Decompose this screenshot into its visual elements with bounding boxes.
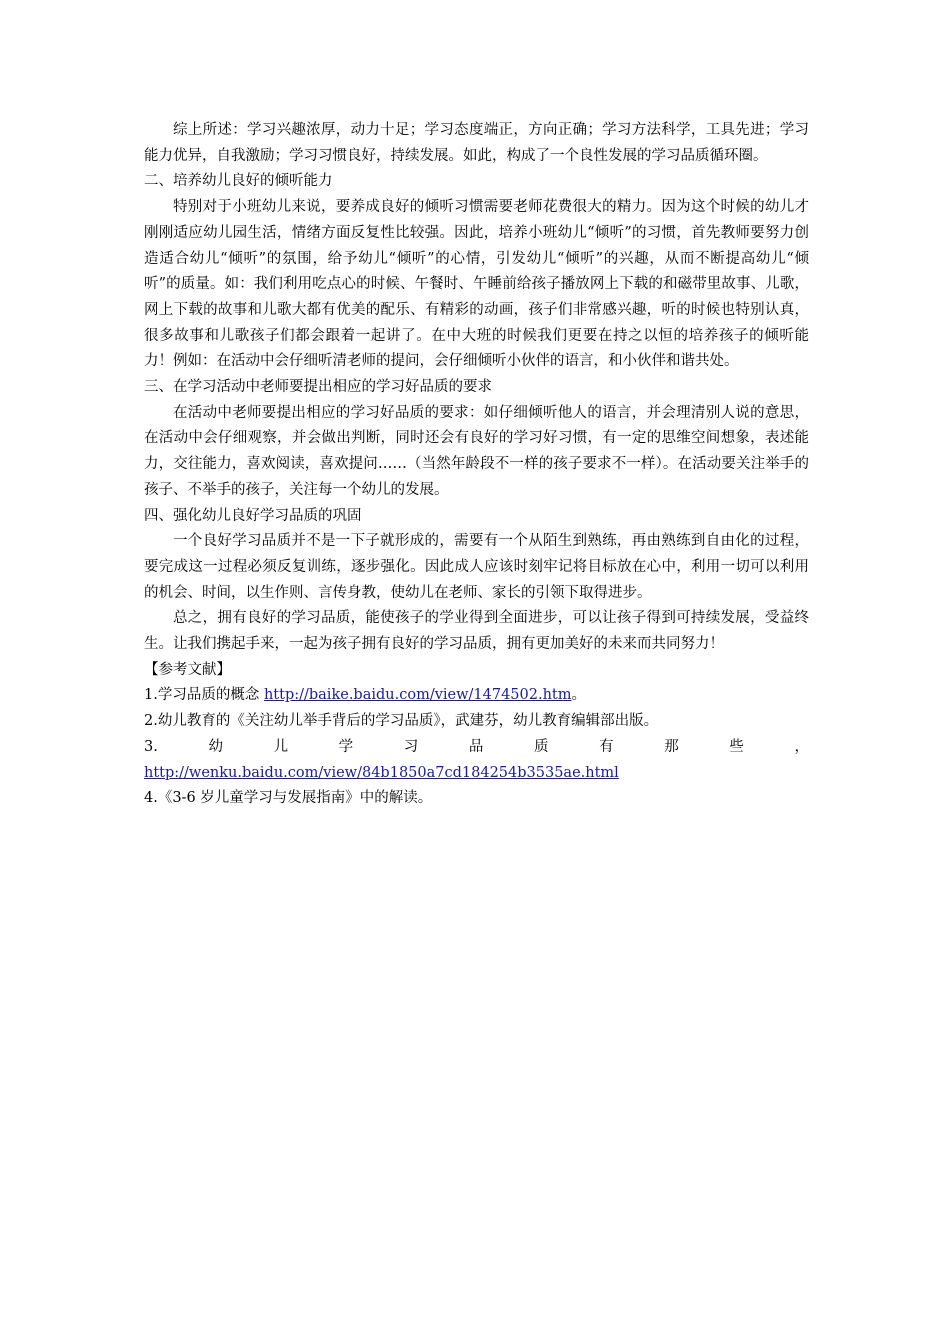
section-3-body: 在活动中老师要提出相应的学习好品质的要求：如仔细倾听他人的语言，并会理清别人说的意思，在活动中会仔细观察，并会做出判断，同时还会有良好的学习好习惯，有一定的思维空间想象，表述能力，交往能力，喜欢阅读，喜欢提问……（当然年龄段不一样的孩子要求不一样）。在活动要关注举手的孩子、不举手的孩子，关注每一个幼儿的发展。 (144, 404, 809, 498)
reference-3-char: 学 (338, 738, 354, 755)
section-2-body: 特别对于小班幼儿来说，要养成良好的倾听习惯需要老师花费很大的精力。因为这个时候的幼儿才刚刚适应幼儿园生活，情绪方面反复性比较强。因此，培养小班幼儿“倾听”的习惯，首先教师要努力创造适合幼儿“倾听”的氛围，给予幼儿“倾听”的心情，引发幼儿“倾听”的兴趣，从而不断提高幼儿“倾听”的质量。如：我们利用吃点心的时候、午餐时、午睡前给孩子播放网上下载的和磁带里故事、儿歌，网上下载的故事和儿歌大都有优美的配乐、有精彩的动画，孩子们非常感兴趣，听的时候也特别认真，很多故事和儿歌孩子们都会跟着一起讲了。在中大班的时候我们更要在持之以恒的培养孩子的倾听能力！例如：在活动中会仔细听清老师的提问，会仔细倾听小伙伴的语言，和小伙伴和谐共处。 (144, 199, 809, 370)
document-page (144, 118, 809, 812)
section-4-heading: 四、强化幼儿良好学习品质的巩固 (144, 507, 362, 524)
reference-1-text: 1.学习品质的概念 (144, 687, 264, 704)
reference-3-char: 幼 (208, 738, 223, 755)
reference-3-line (144, 735, 809, 761)
conclusion-paragraph: 总之，拥有良好的学习品质，能使孩子的学业得到全面进步，可以让孩子得到可持续发展，受益终生。让我们携起手来，一起为孩子拥有良好的学习品质，拥有更加美好的未来而共同努力！ (144, 610, 809, 653)
reference-3-char: 儿 (273, 738, 289, 755)
reference-1-link[interactable]: http://baike.baidu.com/view/1474502.htm (263, 687, 572, 704)
summary-paragraph: 综上所述：学习兴趣浓厚，动力十足；学习态度端正，方向正确；学习方法科学，工具先进；学习能力优异，自我激励；学习习惯良好，持续发展。如此，构成了一个良性发展的学习品质循环圈。 (144, 122, 809, 164)
reference-3-char: 那 (664, 738, 679, 755)
reference-3-char: 些 (729, 738, 744, 755)
reference-3-link[interactable]: http://wenku.baidu.com/view/84b1850a7cd184254b3535ae.html (144, 764, 619, 781)
section-2-heading: 二、培养幼儿良好的倾听能力 (144, 173, 333, 190)
reference-2: 2.幼儿教育的《关注幼儿举手背后的学习品质》，武建芬，幼儿教育编辑部出版。 (144, 713, 659, 730)
reference-4: 4.《3-6 岁儿童学习与发展指南》中的解读。 (144, 790, 433, 807)
reference-3-char: 有 (599, 738, 614, 755)
reference-1 (144, 683, 809, 709)
section-3-heading: 三、在学习活动中老师要提出相应的学习好品质的要求 (144, 379, 492, 396)
reference-3-char: 3. (144, 738, 158, 755)
section-4-body: 一个良好学习品质并不是一下子就形成的，需要有一个从陌生到熟练，再由熟练到自由化的过程，要完成这一过程必须反复训练，逐步强化。因此成人应该时刻牢记将目标放在心中，利用一切可以利用的机会、时间，以生作则、言传身教，使幼儿在老师、家长的引领下取得进步。 (144, 533, 809, 601)
reference-3-char: 品 (468, 738, 484, 755)
reference-3-link-line (144, 761, 809, 787)
reference-3-char: 习 (403, 738, 419, 755)
reference-3-char: ， (794, 738, 809, 755)
reference-3-char: 质 (534, 738, 549, 755)
reference-1-suffix: 。 (571, 687, 587, 704)
references-heading: 【参考文献】 (144, 661, 231, 678)
